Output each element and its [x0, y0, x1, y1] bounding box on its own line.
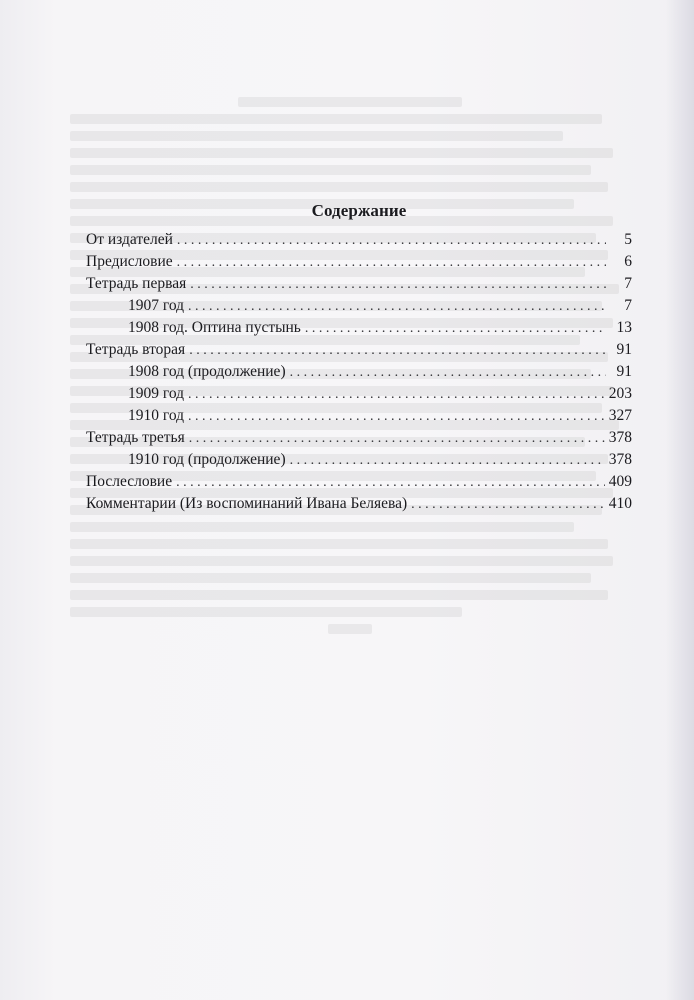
toc-leader-dots — [189, 343, 606, 359]
toc-leader-dots — [290, 365, 606, 381]
toc-entry-page: 409 — [608, 473, 632, 490]
toc-entry — [86, 473, 632, 495]
toc-entry — [86, 275, 632, 297]
toc-entry — [86, 231, 632, 253]
toc-entry-label: 1907 год — [128, 297, 185, 314]
toc-entry-page: 13 — [616, 319, 632, 336]
toc-leader-dots — [177, 233, 606, 249]
toc-entry — [86, 451, 632, 473]
toc-entry-page: 91 — [616, 363, 632, 380]
toc-entry — [86, 407, 632, 429]
toc-entry-label: Тетрадь первая — [86, 275, 187, 292]
toc-entry-page: 7 — [624, 275, 632, 292]
toc-entry-page: 7 — [624, 297, 632, 314]
toc-entry-label: 1910 год — [128, 407, 185, 424]
toc-leader-dots — [188, 387, 605, 403]
toc-title: Содержание — [311, 201, 407, 220]
toc-entry-page: 378 — [608, 451, 632, 468]
toc-entry-page: 5 — [624, 231, 632, 248]
toc-entry-label: Тетрадь вторая — [86, 341, 186, 358]
toc-entry-page: 410 — [608, 495, 632, 512]
toc-leader-dots — [177, 255, 606, 271]
toc-entry-label: 1910 год (продолжение) — [128, 451, 286, 468]
page-edge-shadow — [666, 0, 694, 1000]
toc-entry — [86, 429, 632, 451]
toc-entry-page: 327 — [608, 407, 632, 424]
toc-entry — [86, 253, 632, 275]
toc-entry-label: 1908 год (продолжение) — [128, 363, 286, 380]
toc-leader-dots — [176, 475, 605, 491]
toc-entry — [86, 385, 632, 407]
toc-entry — [86, 495, 632, 517]
toc-leader-dots — [188, 409, 605, 425]
table-of-contents — [86, 201, 632, 517]
toc-entry-page: 203 — [608, 385, 632, 402]
toc-entry-page: 378 — [608, 429, 632, 446]
toc-entry — [86, 341, 632, 363]
toc-leader-dots — [189, 431, 605, 447]
toc-entry — [86, 319, 632, 341]
toc-entry-label: 1909 год — [128, 385, 185, 402]
toc-entry-page: 91 — [616, 341, 632, 358]
toc-list — [86, 231, 632, 517]
toc-entry — [86, 297, 632, 319]
toc-leader-dots — [290, 453, 605, 469]
toc-entry-label: Послесловие — [86, 473, 173, 490]
toc-entry-label: 1908 год. Оптина пустынь — [128, 319, 301, 336]
toc-entry-label: Тетрадь третья — [86, 429, 185, 446]
toc-leader-dots — [411, 497, 605, 513]
toc-entry-page: 6 — [624, 253, 632, 270]
toc-entry-label: От издателей — [86, 231, 173, 248]
toc-leader-dots — [188, 299, 606, 315]
toc-entry-label: Предисловие — [86, 253, 173, 270]
toc-entry — [86, 363, 632, 385]
toc-leader-dots — [190, 277, 606, 293]
toc-leader-dots — [305, 321, 606, 337]
toc-entry-label: Комментарии (Из воспоминаний Ивана Беляева) — [86, 495, 408, 512]
